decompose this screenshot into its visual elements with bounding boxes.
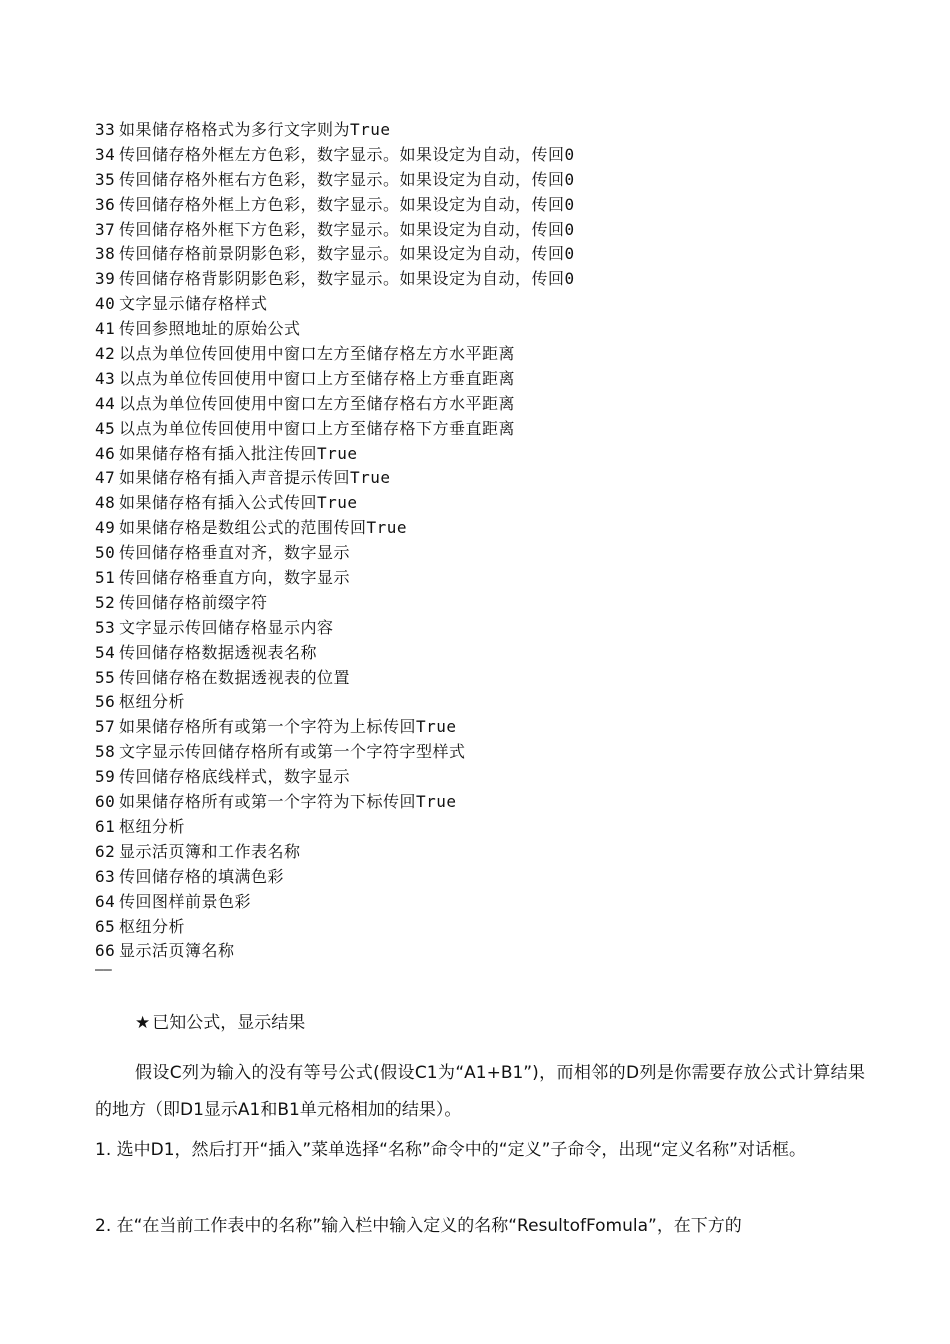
list-item (95, 740, 895, 765)
list-item (95, 367, 895, 392)
list-item-text: 传回储存格在数据透视表的位置 (119, 667, 351, 687)
list-item-number: 39 (95, 269, 116, 289)
list-item (95, 840, 895, 865)
list-item-text: 传回储存格垂直方向，数字显示 (119, 568, 351, 588)
list-item-text: 文字显示储存格样式 (119, 294, 268, 314)
list-item-number: 44 (95, 393, 116, 413)
list-item-number: 49 (95, 518, 116, 538)
list-item-number: 60 (95, 792, 116, 812)
list-item (95, 342, 895, 367)
list-item-text: 如果储存格有插入公式传回True (119, 493, 358, 513)
list-item-text: 传回储存格数据透视表名称 (119, 642, 318, 662)
list-item-number: 36 (95, 194, 116, 214)
list-item-number: 52 (95, 592, 116, 612)
list-item-text: 如果储存格格式为多行文字则为True (119, 120, 391, 139)
list-item-text: 如果储存格所有或第一个字符为上标传回True (119, 717, 457, 737)
paragraph-step-1: 1. 选中D1，然后打开“插入”菜单选择“名称”命令中的“定义”子命令，出现“定义名称”对话框。 (95, 1140, 806, 1160)
list-item (95, 666, 895, 691)
list-item-number: 46 (95, 443, 116, 463)
list-item-text: 传回储存格底线样式，数字显示 (119, 767, 351, 787)
list-item (95, 865, 895, 890)
list-item-number: 62 (95, 841, 116, 861)
list-item (95, 118, 895, 143)
section-heading (135, 1008, 305, 1033)
list-item-text: 文字显示传回储存格所有或第一个字符字型样式 (119, 742, 466, 762)
list-item (95, 491, 895, 516)
list-item-text: 显示活页簿名称 (119, 941, 235, 961)
list-item (95, 417, 895, 442)
list-item-number: 47 (95, 468, 116, 488)
list-item-text: 传回储存格的填满色彩 (119, 866, 285, 886)
list-item-number: 34 (95, 144, 116, 164)
list-item-text: 以点为单位传回使用中窗口上方至储存格上方垂直距离 (119, 368, 516, 388)
list-item-number: 54 (95, 642, 116, 662)
numbered-list (95, 118, 895, 964)
list-item-text: 传回储存格外框右方色彩，数字显示。如果设定为自动，传回0 (119, 169, 575, 189)
list-item-text: 如果储存格所有或第一个字符为下标传回True (119, 792, 457, 812)
list-item (95, 890, 895, 915)
list-item (95, 915, 895, 940)
list-item (95, 566, 895, 591)
list-item-text: 枢纽分析 (119, 816, 186, 836)
list-item-number: 56 (95, 692, 116, 712)
list-item (95, 168, 895, 193)
list-item-text: 传回储存格垂直对齐，数字显示 (119, 543, 351, 563)
list-item (95, 815, 895, 840)
paragraph-step-2: 2. 在“在当前工作表中的名称”输入栏中输入定义的名称“ResultofFomula”，在下方的 (95, 1216, 742, 1236)
list-item-text: 以点为单位传回使用中窗口上方至储存格下方垂直距离 (119, 418, 516, 438)
list-item-text: 传回储存格外框下方色彩，数字显示。如果设定为自动，传回0 (119, 219, 575, 239)
list-item-number: 55 (95, 667, 116, 687)
list-item-text: 传回参照地址的原始公式 (119, 319, 301, 339)
list-item (95, 939, 895, 964)
list-item-number: 65 (95, 916, 116, 936)
list-item-number: 41 (95, 319, 116, 339)
list-item-number: 66 (95, 941, 116, 961)
list-item-text: 文字显示传回储存格显示内容 (119, 617, 334, 637)
list-item-text: 枢纽分析 (119, 692, 186, 712)
list-item-text: 传回储存格前缀字符 (119, 592, 268, 612)
list-item-number: 35 (95, 169, 116, 189)
heading-text: 已知公式，显示结果 (152, 1013, 306, 1033)
list-item-number: 45 (95, 418, 116, 438)
list-item-number: 48 (95, 493, 116, 513)
list-item (95, 466, 895, 491)
list-item-number: 53 (95, 617, 116, 637)
list-item (95, 616, 895, 641)
list-item (95, 317, 895, 342)
list-item (95, 765, 895, 790)
list-item-number: 63 (95, 866, 116, 886)
list-item-number: 38 (95, 244, 116, 264)
list-item-text: 以点为单位传回使用中窗口左方至储存格左方水平距离 (119, 344, 516, 364)
list-item-text: 显示活页簿和工作表名称 (119, 841, 301, 861)
list-item (95, 516, 895, 541)
list-item (95, 442, 895, 467)
list-item-number: 33 (95, 120, 116, 139)
list-item-number: 51 (95, 568, 116, 588)
list-item (95, 715, 895, 740)
list-item (95, 541, 895, 566)
list-item-text: 传回图样前景色彩 (119, 891, 252, 911)
list-item-text: 如果储存格有插入声音提示传回True (119, 468, 391, 488)
list-item (95, 591, 895, 616)
separator: —— (95, 962, 112, 978)
list-item-text: 传回储存格外框左方色彩，数字显示。如果设定为自动，传回0 (119, 144, 575, 164)
list-item (95, 292, 895, 317)
list-item (95, 392, 895, 417)
list-item-number: 50 (95, 543, 116, 563)
list-item (95, 267, 895, 292)
list-item-number: 64 (95, 891, 116, 911)
list-item (95, 143, 895, 168)
list-item-number: 57 (95, 717, 116, 737)
list-item-text: 以点为单位传回使用中窗口左方至储存格右方水平距离 (119, 393, 516, 413)
list-item (95, 193, 895, 218)
list-item (95, 790, 895, 815)
list-item-number: 59 (95, 767, 116, 787)
list-item-number: 43 (95, 368, 116, 388)
list-item-number: 40 (95, 294, 116, 314)
list-item-number: 42 (95, 344, 116, 364)
list-item-text: 传回储存格背影阴影色彩，数字显示。如果设定为自动，传回0 (119, 269, 575, 289)
list-item-text: 枢纽分析 (119, 916, 186, 936)
list-item (95, 641, 895, 666)
list-item-text: 传回储存格外框上方色彩，数字显示。如果设定为自动，传回0 (119, 194, 575, 214)
list-item-text: 如果储存格有插入批注传回True (119, 443, 358, 463)
paragraph-intro: 假设C列为输入的没有等号公式(假设C1为“A1+B1”)，而相邻的D列是你需要存放公式计算结果的地方（即D1显示A1和B1单元格相加的结果）。 (95, 1063, 865, 1120)
list-item-text: 传回储存格前景阴影色彩，数字显示。如果设定为自动，传回0 (119, 244, 575, 264)
list-item-text: 如果储存格是数组公式的范围传回True (119, 518, 408, 538)
list-item-number: 37 (95, 219, 116, 239)
list-item (95, 690, 895, 715)
list-item-number: 61 (95, 816, 116, 836)
list-item-number: 58 (95, 742, 116, 762)
list-item (95, 218, 895, 243)
star-icon: ★ (135, 1013, 151, 1033)
list-item (95, 242, 895, 267)
